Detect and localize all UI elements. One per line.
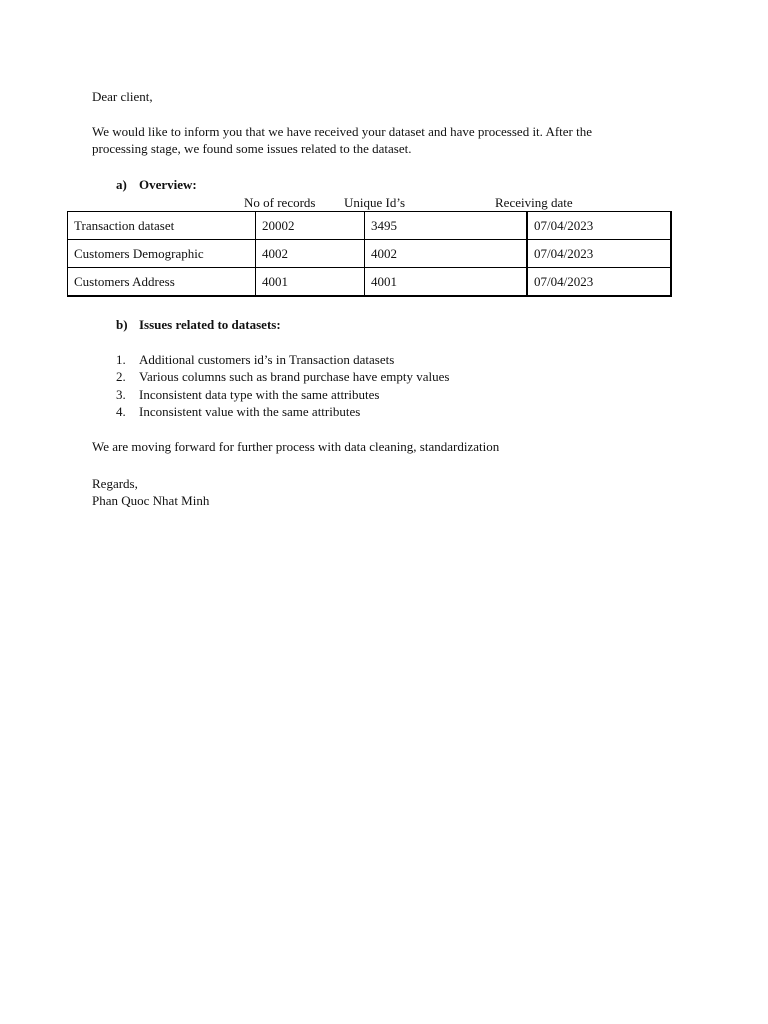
receiving-date-cell: 07/04/2023 bbox=[527, 240, 671, 268]
closing-statement: We are moving forward for further process with data cleaning, standardization bbox=[92, 439, 500, 454]
salutation: Dear client, bbox=[92, 89, 153, 104]
list-item-text: Inconsistent value with the same attributes bbox=[139, 404, 361, 419]
table-header-receiving-date: Receiving date bbox=[495, 195, 573, 210]
table-row bbox=[68, 240, 672, 268]
table-row bbox=[68, 268, 672, 297]
overview-heading: Overview: bbox=[139, 177, 197, 192]
unique-ids-cell: 4001 bbox=[365, 268, 528, 297]
table-header-records: No of records bbox=[244, 195, 316, 210]
list-item-number: 3. bbox=[116, 387, 126, 402]
list-item-number: 1. bbox=[116, 352, 126, 367]
signature-name: Phan Quoc Nhat Minh bbox=[92, 493, 210, 508]
dataset-name-cell: Transaction dataset bbox=[68, 212, 256, 240]
issues-marker: b) bbox=[116, 317, 128, 332]
dataset-name-cell: Customers Address bbox=[68, 268, 256, 297]
receiving-date-cell: 07/04/2023 bbox=[527, 268, 671, 297]
list-item-text: Additional customers id’s in Transaction datasets bbox=[139, 352, 395, 367]
list-item-number: 4. bbox=[116, 404, 126, 419]
list-item-text: Various columns such as brand purchase have empty values bbox=[139, 369, 450, 384]
table-header-unique-ids: Unique Id’s bbox=[344, 195, 406, 210]
records-cell: 4002 bbox=[256, 240, 365, 268]
records-cell: 20002 bbox=[256, 212, 365, 240]
receiving-date-cell: 07/04/2023 bbox=[527, 212, 671, 240]
regards: Regards, bbox=[92, 476, 138, 491]
unique-ids-cell: 3495 bbox=[365, 212, 528, 240]
list-item-number: 2. bbox=[116, 369, 126, 384]
unique-ids-cell: 4002 bbox=[365, 240, 528, 268]
dataset-name-cell: Customers Demographic bbox=[68, 240, 256, 268]
list-item-text: Inconsistent data type with the same attributes bbox=[139, 387, 380, 402]
intro-paragraph-line-1: We would like to inform you that we have received your dataset and have processed it. After the bbox=[92, 124, 593, 139]
records-cell: 4001 bbox=[256, 268, 365, 297]
issues-heading: Issues related to datasets: bbox=[139, 317, 281, 332]
overview-table bbox=[67, 211, 672, 297]
overview-marker: a) bbox=[116, 177, 127, 192]
table-row bbox=[68, 212, 672, 240]
intro-paragraph-line-2: processing stage, we found some issues related to the dataset. bbox=[92, 141, 412, 156]
